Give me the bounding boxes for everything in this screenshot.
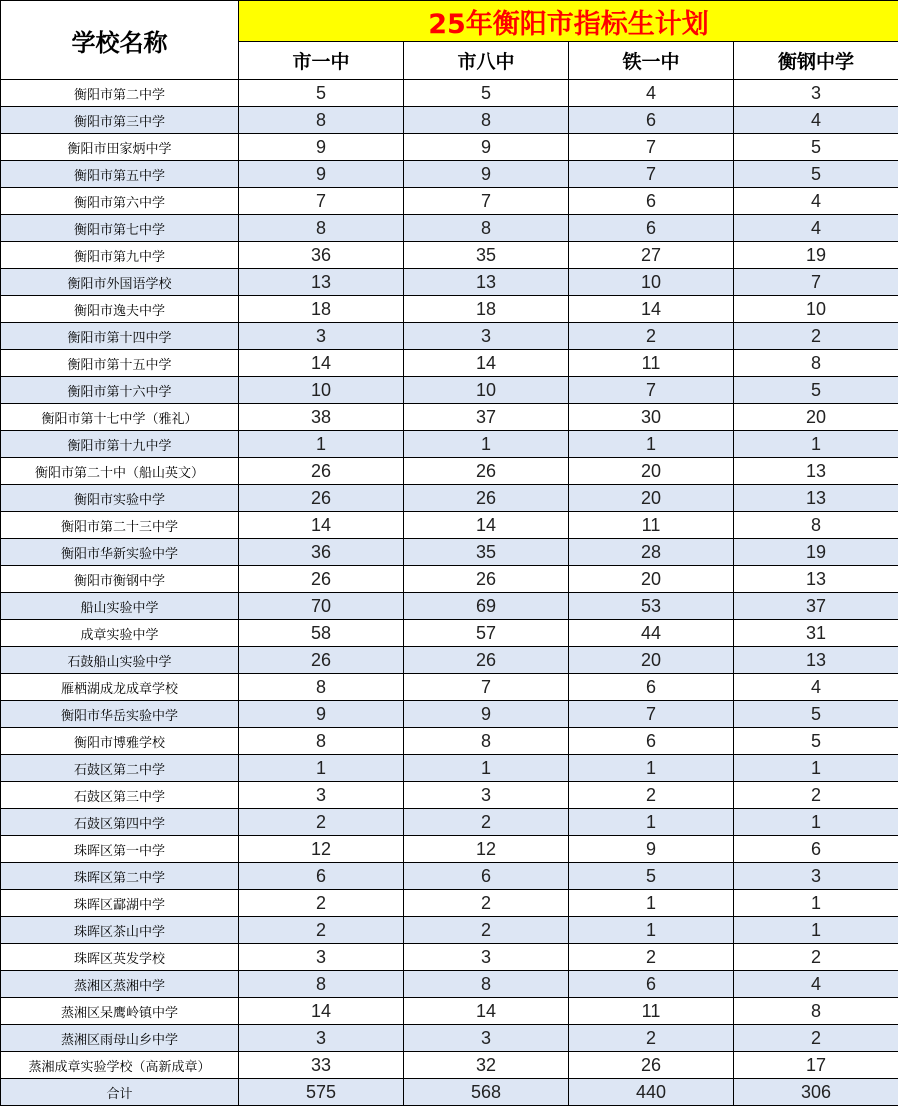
quota-cell: 14 [404, 512, 569, 539]
quota-cell: 20 [569, 647, 734, 674]
quota-cell: 20 [569, 485, 734, 512]
table-row [1, 620, 898, 647]
quota-cell: 26 [404, 458, 569, 485]
quota-cell: 10 [404, 377, 569, 404]
quota-cell: 20 [569, 458, 734, 485]
table-row [1, 1025, 898, 1052]
quota-cell: 4 [569, 80, 734, 107]
quota-cell: 5 [734, 377, 898, 404]
quota-cell: 4 [734, 971, 898, 998]
quota-cell: 28 [569, 539, 734, 566]
table-body [1, 80, 898, 1106]
school-name-cell: 石鼓区第二中学 [1, 755, 239, 782]
quota-cell: 1 [239, 431, 404, 458]
school-name-cell: 合计 [1, 1079, 239, 1106]
table-row [1, 674, 898, 701]
quota-cell: 7 [404, 674, 569, 701]
quota-cell: 8 [734, 350, 898, 377]
school-name-cell: 衡阳市实验中学 [1, 485, 239, 512]
school-name-cell: 珠晖区英发学校 [1, 944, 239, 971]
table-row [1, 836, 898, 863]
quota-cell: 13 [734, 647, 898, 674]
quota-cell: 1 [734, 755, 898, 782]
quota-cell: 8 [404, 728, 569, 755]
quota-cell: 1 [734, 431, 898, 458]
quota-cell: 14 [569, 296, 734, 323]
quota-cell: 8 [734, 998, 898, 1025]
quota-cell: 26 [404, 647, 569, 674]
quota-cell: 9 [239, 161, 404, 188]
school-name-cell: 石鼓区第三中学 [1, 782, 239, 809]
quota-cell: 14 [239, 512, 404, 539]
quota-cell: 3 [404, 944, 569, 971]
quota-cell: 8 [239, 728, 404, 755]
quota-cell: 6 [569, 971, 734, 998]
quota-cell: 10 [239, 377, 404, 404]
quota-cell: 70 [239, 593, 404, 620]
quota-cell: 6 [404, 863, 569, 890]
quota-cell: 1 [239, 755, 404, 782]
quota-cell: 5 [734, 161, 898, 188]
school-name-cell: 蒸湘区蒸湘中学 [1, 971, 239, 998]
quota-cell: 18 [404, 296, 569, 323]
school-name-cell: 雁栖湖成龙成章学校 [1, 674, 239, 701]
quota-cell: 6 [569, 188, 734, 215]
quota-cell: 6 [569, 674, 734, 701]
quota-cell: 2 [569, 1025, 734, 1052]
quota-cell: 2 [569, 782, 734, 809]
quota-cell: 13 [734, 485, 898, 512]
quota-cell: 1 [734, 809, 898, 836]
quota-cell: 3 [239, 323, 404, 350]
school-name-cell: 船山实验中学 [1, 593, 239, 620]
school-name-cell: 蒸湘区呆鹰岭镇中学 [1, 998, 239, 1025]
quota-cell: 26 [404, 566, 569, 593]
quota-cell: 26 [239, 458, 404, 485]
quota-cell: 2 [734, 782, 898, 809]
table-row [1, 242, 898, 269]
school-name-cell: 衡阳市第二十中（船山英文） [1, 458, 239, 485]
school-name-cell: 成章实验中学 [1, 620, 239, 647]
quota-cell: 8 [404, 215, 569, 242]
school-name-cell: 衡阳市华岳实验中学 [1, 701, 239, 728]
quota-cell: 14 [239, 998, 404, 1025]
table-row [1, 809, 898, 836]
school-name-cell: 衡阳市第七中学 [1, 215, 239, 242]
quota-cell: 2 [569, 944, 734, 971]
quota-cell: 1 [569, 890, 734, 917]
table-row [1, 890, 898, 917]
table-row [1, 782, 898, 809]
quota-cell: 32 [404, 1052, 569, 1079]
school-name-cell: 珠晖区第一中学 [1, 836, 239, 863]
quota-cell: 11 [569, 350, 734, 377]
quota-cell: 35 [404, 242, 569, 269]
quota-cell: 2 [239, 917, 404, 944]
quota-cell: 8 [734, 512, 898, 539]
quota-cell: 5 [734, 728, 898, 755]
school-name-cell: 衡阳市华新实验中学 [1, 539, 239, 566]
quota-cell: 1 [569, 755, 734, 782]
table-row [1, 188, 898, 215]
table-row [1, 485, 898, 512]
quota-cell: 9 [404, 701, 569, 728]
quota-cell: 1 [569, 809, 734, 836]
table-row [1, 971, 898, 998]
quota-cell: 58 [239, 620, 404, 647]
school-name-cell: 衡阳市第十九中学 [1, 431, 239, 458]
quota-cell: 44 [569, 620, 734, 647]
quota-cell: 4 [734, 188, 898, 215]
quota-cell: 14 [404, 998, 569, 1025]
table-row [1, 80, 898, 107]
school-name-cell: 衡阳市第六中学 [1, 188, 239, 215]
school-name-cell: 衡阳市衡钢中学 [1, 566, 239, 593]
quota-cell: 9 [404, 161, 569, 188]
quota-cell: 2 [734, 1025, 898, 1052]
quota-cell: 7 [569, 161, 734, 188]
school-name-cell: 衡阳市第十五中学 [1, 350, 239, 377]
school-name-cell: 珠晖区茶山中学 [1, 917, 239, 944]
quota-cell: 36 [239, 539, 404, 566]
quota-cell: 4 [734, 107, 898, 134]
quota-cell: 6 [569, 215, 734, 242]
school-name-cell: 衡阳市外国语学校 [1, 269, 239, 296]
quota-cell: 7 [569, 701, 734, 728]
quota-cell: 11 [569, 512, 734, 539]
quota-cell: 1 [734, 917, 898, 944]
table-row [1, 404, 898, 431]
quota-cell: 13 [734, 566, 898, 593]
quota-cell: 38 [239, 404, 404, 431]
quota-cell: 13 [239, 269, 404, 296]
table-row [1, 296, 898, 323]
school-name-cell: 衡阳市第五中学 [1, 161, 239, 188]
quota-cell: 6 [239, 863, 404, 890]
quota-cell: 3 [404, 782, 569, 809]
quota-cell: 26 [404, 485, 569, 512]
quota-cell: 2 [734, 323, 898, 350]
quota-cell: 568 [404, 1079, 569, 1106]
quota-cell: 19 [734, 539, 898, 566]
quota-cell: 4 [734, 215, 898, 242]
column-header-3: 铁一中 [569, 42, 734, 80]
quota-cell: 10 [569, 269, 734, 296]
table-row [1, 107, 898, 134]
quota-cell: 2 [569, 323, 734, 350]
quota-cell: 5 [734, 701, 898, 728]
quota-cell: 2 [239, 890, 404, 917]
quota-cell: 5 [239, 80, 404, 107]
quota-cell: 8 [239, 674, 404, 701]
quota-cell: 575 [239, 1079, 404, 1106]
table-row [1, 512, 898, 539]
quota-cell: 3 [239, 782, 404, 809]
quota-cell: 31 [734, 620, 898, 647]
table-row [1, 458, 898, 485]
school-name-cell: 珠晖区第二中学 [1, 863, 239, 890]
quota-cell: 12 [239, 836, 404, 863]
quota-cell: 1 [569, 917, 734, 944]
quota-cell: 53 [569, 593, 734, 620]
quota-cell: 2 [239, 809, 404, 836]
quota-cell: 9 [239, 701, 404, 728]
quota-cell: 9 [404, 134, 569, 161]
quota-cell: 3 [404, 323, 569, 350]
table-row [1, 944, 898, 971]
table-row [1, 566, 898, 593]
quota-cell: 6 [734, 836, 898, 863]
table-row [1, 728, 898, 755]
quota-cell: 306 [734, 1079, 898, 1106]
table-row [1, 917, 898, 944]
quota-cell: 13 [404, 269, 569, 296]
quota-cell: 6 [569, 107, 734, 134]
school-name-cell: 珠晖区酃湖中学 [1, 890, 239, 917]
school-name-cell: 石鼓船山实验中学 [1, 647, 239, 674]
quota-cell: 37 [404, 404, 569, 431]
quota-cell: 2 [404, 809, 569, 836]
quota-cell: 69 [404, 593, 569, 620]
quota-cell: 8 [404, 107, 569, 134]
quota-cell: 5 [734, 134, 898, 161]
quota-cell: 26 [239, 485, 404, 512]
quota-cell: 33 [239, 1052, 404, 1079]
table-row [1, 539, 898, 566]
quota-cell: 30 [569, 404, 734, 431]
quota-cell: 26 [569, 1052, 734, 1079]
table-row [1, 215, 898, 242]
table-row [1, 755, 898, 782]
quota-cell: 7 [239, 188, 404, 215]
school-name-cell: 衡阳市第二中学 [1, 80, 239, 107]
quota-cell: 3 [734, 80, 898, 107]
school-name-cell: 蒸湘区雨母山乡中学 [1, 1025, 239, 1052]
column-header-1: 市一中 [239, 42, 404, 80]
quota-cell: 12 [404, 836, 569, 863]
table-row [1, 134, 898, 161]
school-name-cell: 衡阳市第二十三中学 [1, 512, 239, 539]
column-header-4: 衡钢中学 [734, 42, 898, 80]
quota-cell: 440 [569, 1079, 734, 1106]
quota-cell: 37 [734, 593, 898, 620]
table-row [1, 350, 898, 377]
school-name-cell: 衡阳市第三中学 [1, 107, 239, 134]
quota-cell: 7 [569, 134, 734, 161]
quota-cell: 3 [239, 944, 404, 971]
quota-cell: 8 [239, 971, 404, 998]
quota-cell: 6 [569, 728, 734, 755]
quota-cell: 27 [569, 242, 734, 269]
table-row [1, 701, 898, 728]
column-header-2: 市八中 [404, 42, 569, 80]
quota-cell: 3 [239, 1025, 404, 1052]
quota-cell: 2 [404, 917, 569, 944]
table-row [1, 323, 898, 350]
table-row [1, 647, 898, 674]
quota-cell: 1 [734, 890, 898, 917]
quota-cell: 8 [239, 107, 404, 134]
quota-cell: 13 [734, 458, 898, 485]
quota-cell: 9 [239, 134, 404, 161]
school-name-cell: 衡阳市博雅学校 [1, 728, 239, 755]
table-title: 25年衡阳市指标生计划 [239, 1, 898, 42]
quota-cell: 9 [569, 836, 734, 863]
quota-cell: 7 [404, 188, 569, 215]
quota-cell: 14 [239, 350, 404, 377]
table-row [1, 593, 898, 620]
quota-cell: 8 [239, 215, 404, 242]
quota-cell: 7 [734, 269, 898, 296]
table-row [1, 377, 898, 404]
school-name-cell: 衡阳市第十四中学 [1, 323, 239, 350]
school-name-cell: 石鼓区第四中学 [1, 809, 239, 836]
school-name-cell: 蒸湘成章实验学校（高新成章） [1, 1052, 239, 1079]
quota-cell: 20 [734, 404, 898, 431]
school-name-cell: 衡阳市第十七中学（雅礼） [1, 404, 239, 431]
quota-cell: 4 [734, 674, 898, 701]
quota-cell: 7 [569, 377, 734, 404]
quota-cell: 2 [404, 890, 569, 917]
quota-cell: 20 [569, 566, 734, 593]
school-name-cell: 衡阳市逸夫中学 [1, 296, 239, 323]
school-name-header: 学校名称 [1, 1, 239, 80]
quota-cell: 26 [239, 647, 404, 674]
quota-cell: 3 [734, 863, 898, 890]
quota-cell: 14 [404, 350, 569, 377]
school-name-cell: 衡阳市田家炳中学 [1, 134, 239, 161]
quota-cell: 18 [239, 296, 404, 323]
quota-cell: 11 [569, 998, 734, 1025]
quota-cell: 3 [404, 1025, 569, 1052]
quota-cell: 35 [404, 539, 569, 566]
quota-cell: 10 [734, 296, 898, 323]
quota-cell: 5 [569, 863, 734, 890]
quota-cell: 1 [404, 431, 569, 458]
table-row [1, 161, 898, 188]
quota-cell: 5 [404, 80, 569, 107]
school-name-cell: 衡阳市第十六中学 [1, 377, 239, 404]
quota-cell: 26 [239, 566, 404, 593]
quota-cell: 36 [239, 242, 404, 269]
table-row [1, 1052, 898, 1079]
quota-cell: 8 [404, 971, 569, 998]
table-row [1, 269, 898, 296]
table-row [1, 863, 898, 890]
quota-cell: 1 [569, 431, 734, 458]
quota-cell: 17 [734, 1052, 898, 1079]
quota-cell: 2 [734, 944, 898, 971]
quota-cell: 1 [404, 755, 569, 782]
quota-cell: 19 [734, 242, 898, 269]
school-name-cell: 衡阳市第九中学 [1, 242, 239, 269]
table-row [1, 998, 898, 1025]
total-row [1, 1079, 898, 1106]
table-row [1, 431, 898, 458]
quota-cell: 57 [404, 620, 569, 647]
